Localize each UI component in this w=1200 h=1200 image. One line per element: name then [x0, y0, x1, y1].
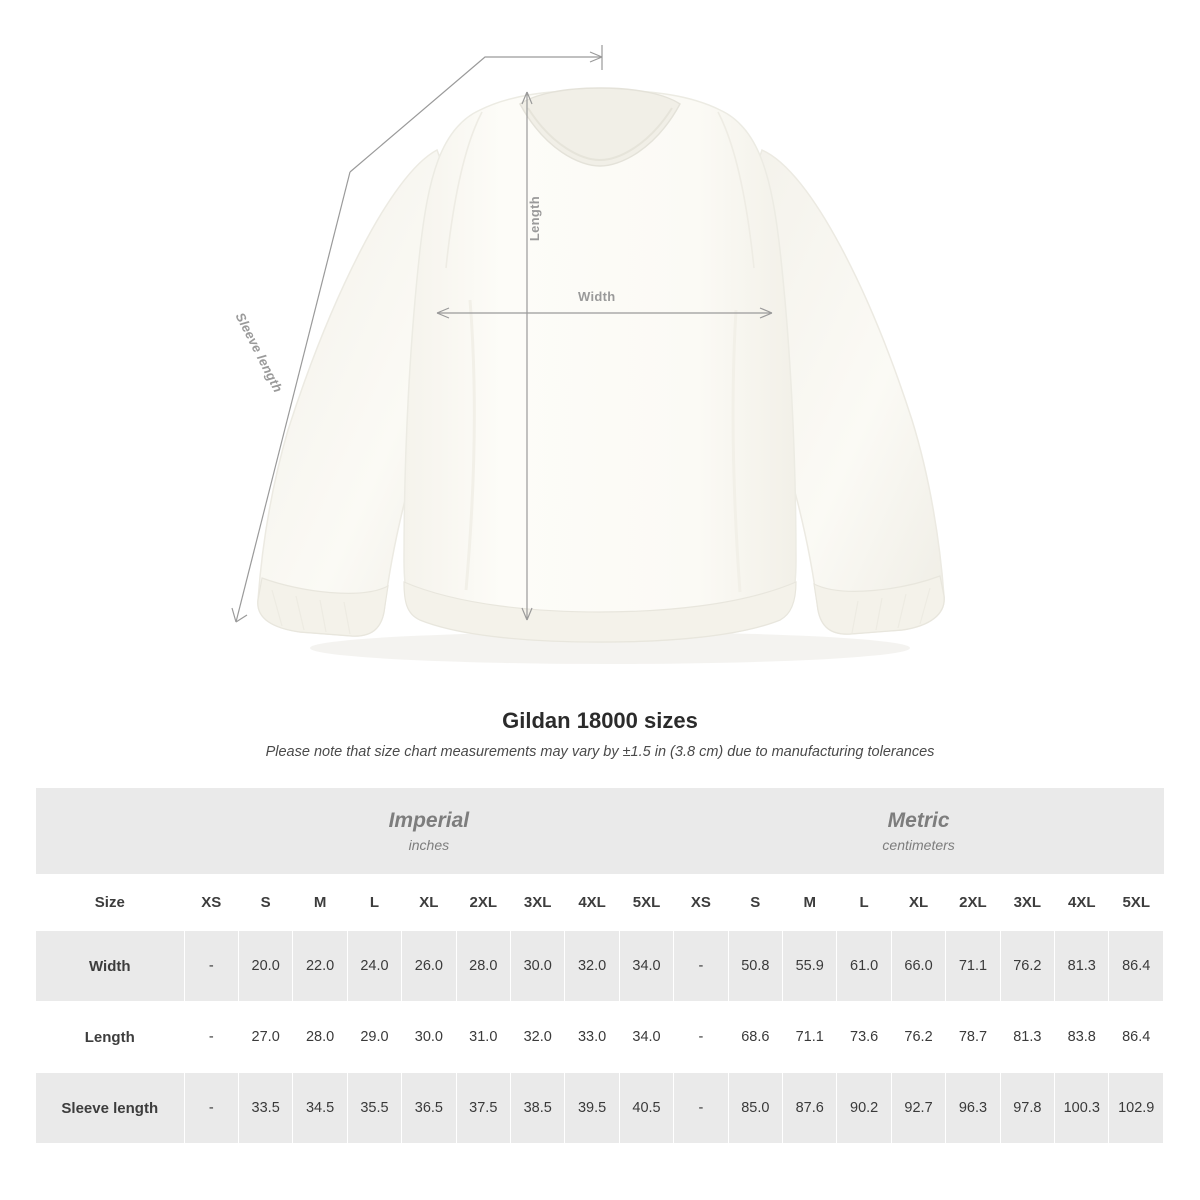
cell-metric-l: 90.2	[837, 1073, 891, 1144]
size-header-metric-3xl: 3XL	[1000, 874, 1054, 931]
sleeve-length-dimension-label: Sleeve length	[232, 310, 286, 395]
row-label-width: Width	[36, 931, 184, 1002]
size-table	[36, 788, 1164, 1144]
size-corner-label: Size	[36, 874, 184, 931]
row-label-length: Length	[36, 1002, 184, 1073]
size-header-imperial-4xl: 4XL	[565, 874, 619, 931]
cell-imperial-5xl: 34.0	[619, 1002, 673, 1073]
size-table-container	[36, 788, 1164, 1144]
cell-imperial-3xl: 32.0	[510, 1002, 564, 1073]
cell-metric-s: 68.6	[728, 1002, 782, 1073]
cell-metric-l: 73.6	[837, 1002, 891, 1073]
cell-metric-4xl: 81.3	[1055, 931, 1109, 1002]
size-header-imperial-s: S	[238, 874, 292, 931]
cell-metric-2xl: 78.7	[946, 1002, 1000, 1073]
size-header-metric-l: L	[837, 874, 891, 931]
cell-imperial-4xl: 32.0	[565, 931, 619, 1002]
unit-header-row	[36, 788, 1164, 874]
page-title: Gildan 18000 sizes	[502, 708, 698, 733]
cell-imperial-xs: -	[184, 1002, 238, 1073]
size-header-imperial-5xl: 5XL	[619, 874, 673, 931]
cell-imperial-5xl: 40.5	[619, 1073, 673, 1144]
cell-metric-3xl: 81.3	[1000, 1002, 1054, 1073]
size-header-metric-s: S	[728, 874, 782, 931]
metric-label: Metric	[887, 809, 950, 832]
unit-corner-cell	[36, 788, 184, 874]
imperial-unit-cell	[184, 788, 674, 874]
cell-imperial-xs: -	[184, 931, 238, 1002]
size-header-metric-xl: XL	[891, 874, 945, 931]
cell-metric-3xl: 76.2	[1000, 931, 1054, 1002]
cell-metric-m: 71.1	[783, 1002, 837, 1073]
cell-metric-4xl: 83.8	[1055, 1002, 1109, 1073]
imperial-sub-label: inches	[408, 837, 450, 853]
cell-metric-s: 85.0	[728, 1073, 782, 1144]
title-block	[0, 708, 1200, 760]
cell-imperial-xl: 26.0	[402, 931, 456, 1002]
cell-metric-4xl: 100.3	[1055, 1073, 1109, 1144]
cell-imperial-5xl: 34.0	[619, 931, 673, 1002]
cell-imperial-s: 20.0	[238, 931, 292, 1002]
cell-imperial-l: 35.5	[347, 1073, 401, 1144]
cell-metric-3xl: 97.8	[1000, 1073, 1054, 1144]
size-header-metric-4xl: 4XL	[1055, 874, 1109, 931]
cell-imperial-xl: 36.5	[402, 1073, 456, 1144]
size-header-imperial-xl: XL	[402, 874, 456, 931]
table-row	[36, 931, 1164, 1002]
cell-imperial-3xl: 30.0	[510, 931, 564, 1002]
cell-imperial-2xl: 28.0	[456, 931, 510, 1002]
size-header-metric-xs: XS	[674, 874, 728, 931]
cell-metric-l: 61.0	[837, 931, 891, 1002]
size-header-imperial-xs: XS	[184, 874, 238, 931]
cell-metric-xs: -	[674, 1073, 728, 1144]
cell-imperial-2xl: 37.5	[456, 1073, 510, 1144]
row-label-sleeve-length: Sleeve length	[36, 1073, 184, 1144]
metric-unit-cell	[674, 788, 1164, 874]
cell-imperial-xl: 30.0	[402, 1002, 456, 1073]
cell-imperial-2xl: 31.0	[456, 1002, 510, 1073]
cell-imperial-s: 27.0	[238, 1002, 292, 1073]
size-header-imperial-m: M	[293, 874, 347, 931]
size-header-imperial-2xl: 2XL	[456, 874, 510, 931]
cell-imperial-4xl: 33.0	[565, 1002, 619, 1073]
cell-metric-xs: -	[674, 1002, 728, 1073]
cell-metric-5xl: 86.4	[1109, 931, 1164, 1002]
cell-imperial-m: 22.0	[293, 931, 347, 1002]
cell-metric-xl: 76.2	[891, 1002, 945, 1073]
cell-metric-m: 87.6	[783, 1073, 837, 1144]
table-row	[36, 1002, 1164, 1073]
cell-imperial-3xl: 38.5	[510, 1073, 564, 1144]
cell-imperial-l: 29.0	[347, 1002, 401, 1073]
tolerance-note: Please note that size chart measurements may vary by ±1.5 in (3.8 cm) due to manufacturing tolerances	[265, 744, 935, 760]
cell-imperial-s: 33.5	[238, 1073, 292, 1144]
cell-imperial-m: 34.5	[293, 1073, 347, 1144]
metric-sub-label: centimeters	[882, 837, 955, 853]
cell-metric-2xl: 71.1	[946, 931, 1000, 1002]
cell-metric-2xl: 96.3	[946, 1073, 1000, 1144]
size-header-metric-m: M	[783, 874, 837, 931]
cell-metric-xl: 92.7	[891, 1073, 945, 1144]
cell-imperial-xs: -	[184, 1073, 238, 1144]
cell-metric-xs: -	[674, 931, 728, 1002]
size-header-imperial-l: L	[347, 874, 401, 931]
cell-imperial-m: 28.0	[293, 1002, 347, 1073]
imperial-label: Imperial	[388, 809, 470, 832]
cell-metric-5xl: 102.9	[1109, 1073, 1164, 1144]
width-dimension-label: Width	[578, 289, 616, 304]
size-header-imperial-3xl: 3XL	[510, 874, 564, 931]
size-header-metric-5xl: 5XL	[1109, 874, 1164, 931]
length-dimension-label: Length	[527, 196, 542, 242]
size-header-metric-2xl: 2XL	[946, 874, 1000, 931]
cell-imperial-l: 24.0	[347, 931, 401, 1002]
cell-imperial-4xl: 39.5	[565, 1073, 619, 1144]
cell-metric-s: 50.8	[728, 931, 782, 1002]
cell-metric-m: 55.9	[783, 931, 837, 1002]
cell-metric-xl: 66.0	[891, 931, 945, 1002]
cell-metric-5xl: 86.4	[1109, 1002, 1164, 1073]
size-header-row	[36, 874, 1164, 931]
table-row	[36, 1073, 1164, 1144]
